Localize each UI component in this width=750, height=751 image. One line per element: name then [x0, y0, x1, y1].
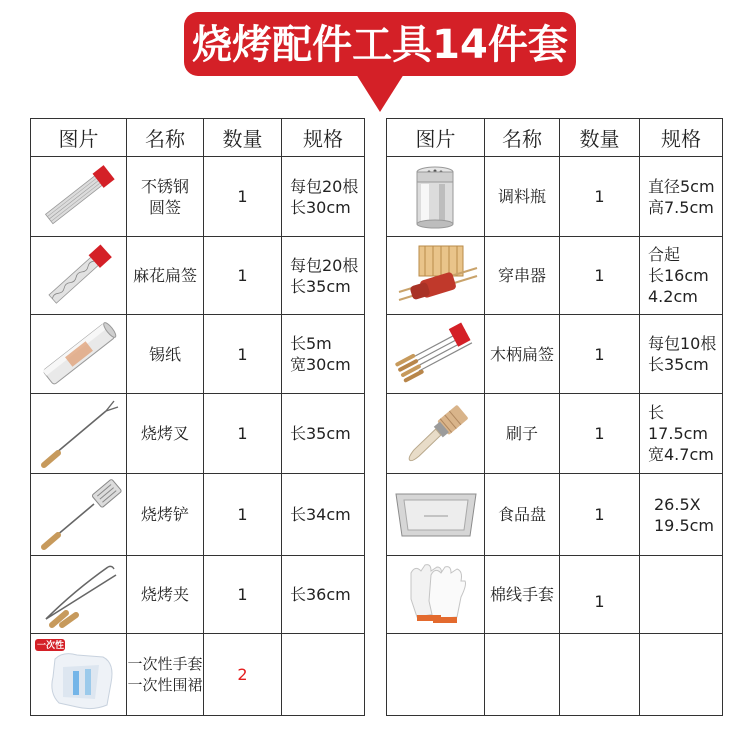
item-name: 烧烤叉: [127, 394, 204, 474]
item-spec: 每包20根 长35cm: [282, 237, 365, 315]
wooden-handle-skewers-icon: [387, 315, 485, 394]
item-qty: 1: [560, 474, 640, 556]
basting-brush-icon: [387, 394, 485, 474]
item-qty: 1: [204, 394, 282, 474]
table-row: [31, 474, 365, 556]
seasoning-shaker-icon: [387, 157, 485, 237]
empty-cell: [485, 634, 560, 716]
item-name: 不锈钢 圆签: [127, 157, 204, 237]
item-spec: 长36cm: [282, 556, 365, 634]
item-qty: 1: [560, 157, 640, 237]
item-name: 刷子: [485, 394, 560, 474]
cotton-gloves-icon: [387, 556, 485, 634]
item-name: 烧烤铲: [127, 474, 204, 556]
item-qty: 1: [204, 556, 282, 634]
item-name: 调料瓶: [485, 157, 560, 237]
item-spec: 长17.5cm 宽4.7cm: [640, 394, 723, 474]
title-banner: [184, 12, 576, 80]
item-name: 烧烤夹: [127, 556, 204, 634]
item-spec: 长34cm: [282, 474, 365, 556]
item-spec: 每包10根 长35cm: [640, 315, 723, 394]
item-qty: 2: [204, 634, 282, 716]
twisted-flat-skewer-pack-icon: [31, 237, 127, 315]
banner-pointer: [356, 74, 404, 112]
table-row: [387, 634, 723, 716]
item-name: 棉线手套: [485, 556, 560, 634]
table-row: [31, 315, 365, 394]
item-name: 食品盘: [485, 474, 560, 556]
empty-cell: [560, 634, 640, 716]
table-row: [31, 157, 365, 237]
bbq-tongs-icon: [31, 556, 127, 634]
empty-cell: [640, 634, 723, 716]
item-qty: 1: [560, 315, 640, 394]
skewer-maker-icon: [387, 237, 485, 315]
food-tray-icon: [387, 474, 485, 556]
empty-cell: [387, 634, 485, 716]
table-row: [387, 315, 723, 394]
item-spec: [640, 556, 723, 634]
header-spec: 规格: [640, 119, 723, 157]
item-spec: 每包20根 长30cm: [282, 157, 365, 237]
table-row: [31, 394, 365, 474]
item-spec: 26.5X 19.5cm: [640, 474, 723, 556]
item-qty: 1: [204, 474, 282, 556]
disposable-gloves-apron-icon: [31, 634, 127, 716]
disposable-badge: 一次性: [37, 641, 65, 651]
header-qty: 数量: [204, 119, 282, 157]
item-name: 木柄扁签: [485, 315, 560, 394]
item-qty: 1: [204, 237, 282, 315]
foil-roll-icon: [31, 315, 127, 394]
item-qty: 1: [204, 315, 282, 394]
table-row: [31, 634, 365, 716]
right-spec-table: [386, 118, 723, 716]
item-qty: 1: [204, 157, 282, 237]
left-spec-table: [30, 118, 365, 716]
item-name: 锡纸: [127, 315, 204, 394]
table-row: [387, 237, 723, 315]
item-spec: 合起 长16cm 4.2cm: [640, 237, 723, 315]
header-spec: 规格: [282, 119, 365, 157]
header-qty: 数量: [560, 119, 640, 157]
item-qty: 1: [560, 556, 640, 634]
header-name: 名称: [485, 119, 560, 157]
page-title: 烧烤配件工具14件套: [192, 22, 568, 68]
table-header-row: [387, 119, 723, 157]
item-name: 一次性手套 一次性围裙: [127, 634, 204, 716]
item-spec: 长35cm: [282, 394, 365, 474]
item-name: 麻花扁签: [127, 237, 204, 315]
header-name: 名称: [127, 119, 204, 157]
item-spec: [282, 634, 365, 716]
bbq-spatula-icon: [31, 474, 127, 556]
item-qty: 1: [560, 394, 640, 474]
header-image: 图片: [387, 119, 485, 157]
header-image: 图片: [31, 119, 127, 157]
table-header-row: [31, 119, 365, 157]
table-row: [387, 394, 723, 474]
table-row: [387, 556, 723, 634]
item-spec: 长5m 宽30cm: [282, 315, 365, 394]
round-skewer-pack-icon: [31, 157, 127, 237]
table-row: [387, 474, 723, 556]
bbq-fork-icon: [31, 394, 127, 474]
item-qty: 1: [560, 237, 640, 315]
item-spec: 直径5cm 高7.5cm: [640, 157, 723, 237]
table-row: [387, 157, 723, 237]
item-name: 穿串器: [485, 237, 560, 315]
table-row: [31, 237, 365, 315]
table-row: [31, 556, 365, 634]
